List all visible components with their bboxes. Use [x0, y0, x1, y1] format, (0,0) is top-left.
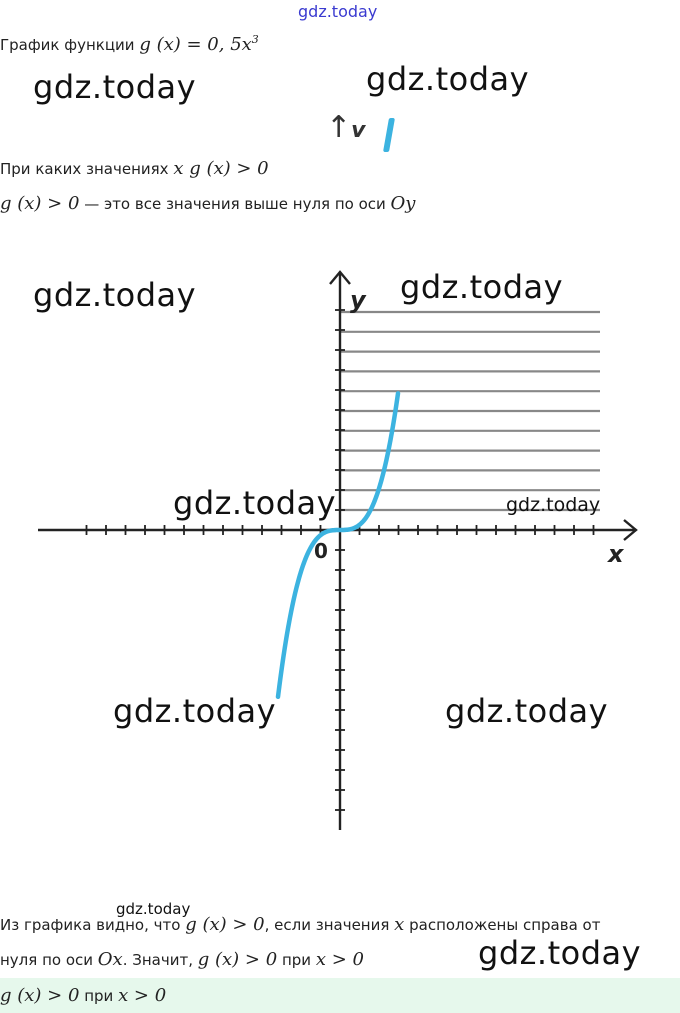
conclusion-math: x	[394, 914, 405, 935]
up-arrow-icon: ↑	[326, 110, 352, 145]
conclusion-text: нуля по оси	[0, 951, 93, 969]
function-formula: g (x) = 0, $5x^3$	[139, 33, 259, 55]
origin-label: 0	[314, 539, 328, 563]
answer-math: g (x) > 0	[0, 985, 80, 1006]
conclusion-math: g (x) > 0	[197, 949, 278, 970]
conclusion-text: , если значения	[264, 916, 390, 934]
watermark: gdz.today	[478, 934, 642, 972]
answer-text: при	[84, 987, 114, 1005]
statement-text: График функции	[0, 36, 135, 54]
watermark: gdz.today	[116, 900, 191, 918]
watermark: gdz.today	[33, 276, 197, 314]
y-axis-label: y	[350, 286, 366, 314]
watermark: gdz.today	[173, 484, 337, 522]
conclusion-line-1	[0, 914, 600, 935]
x-axis-label: x	[608, 540, 624, 568]
watermark: gdz.today	[366, 60, 530, 98]
conclusion-text: . Значит,	[122, 951, 193, 969]
watermark: gdz.today	[33, 68, 197, 106]
conclusion-math: Ox	[97, 949, 123, 970]
conclusion-text: при	[281, 951, 312, 969]
answer-math: x > 0	[118, 985, 167, 1006]
axis-math: Oy	[390, 193, 416, 214]
conclusion-text: Из графика видно, что	[0, 916, 181, 934]
conclusion-math: g (x) > 0	[185, 914, 265, 935]
conclusion-line-2	[0, 949, 364, 970]
conclusion-math: x > 0	[315, 949, 364, 970]
explanation-text: — это все значения выше нуля по оси	[79, 195, 386, 213]
inequality-math: g (x) > 0	[0, 193, 80, 214]
watermark-top: gdz.today	[298, 2, 378, 21]
watermark: gdz.today	[113, 692, 277, 730]
answer-line	[0, 985, 166, 1006]
v-letter: v	[351, 118, 366, 143]
question-text: При каких значениях	[0, 160, 169, 178]
shading-lines	[340, 312, 600, 510]
watermark: gdz.today	[506, 494, 601, 516]
watermark: gdz.today	[445, 692, 609, 730]
cubic-curve	[278, 393, 398, 696]
question-math: x g (x) > 0	[173, 158, 269, 179]
watermark: gdz.today	[400, 268, 564, 306]
conclusion-text: расположены справа от	[409, 916, 601, 934]
